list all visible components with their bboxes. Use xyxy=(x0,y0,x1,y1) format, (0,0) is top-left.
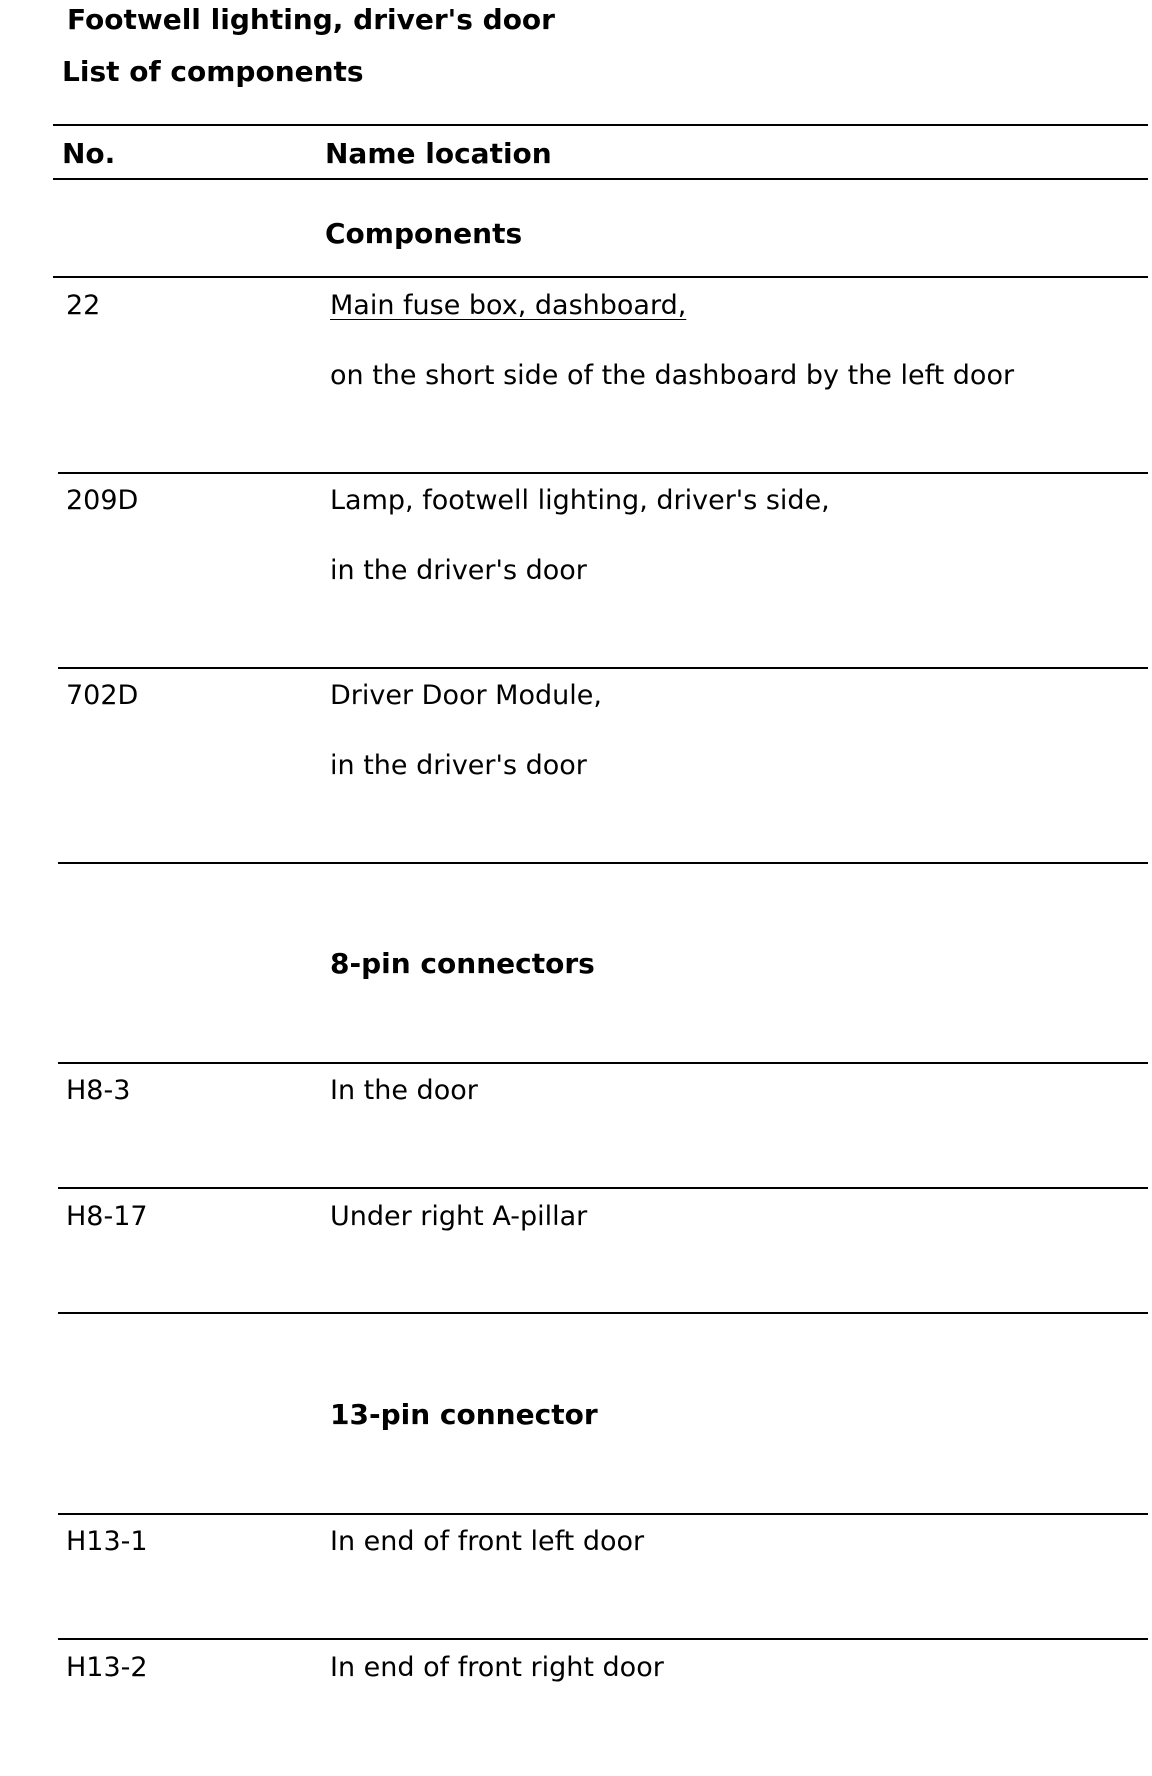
table-header-rule xyxy=(53,178,1148,180)
section-heading-8-pin-connectors: 8-pin connectors xyxy=(330,947,595,980)
row-divider xyxy=(58,667,1148,669)
page-subtitle: List of components xyxy=(62,55,364,88)
component-name: Lamp, footwell lighting, driver's side, xyxy=(330,485,830,516)
connector-location: In the door xyxy=(330,1075,478,1106)
component-location: on the short side of the dashboard by the left door xyxy=(330,360,1015,391)
row-number: H8-3 xyxy=(66,1075,131,1106)
component-location: in the driver's door xyxy=(330,555,587,586)
connector-location: In end of front right door xyxy=(330,1652,664,1683)
row-divider xyxy=(58,1062,1148,1064)
row-divider xyxy=(58,1513,1148,1515)
section-heading-components: Components xyxy=(325,217,523,250)
page-title: Footwell lighting, driver's door xyxy=(67,3,555,36)
row-number: H13-1 xyxy=(66,1526,148,1557)
row-number: 702D xyxy=(66,680,139,711)
connector-location: In end of front left door xyxy=(330,1526,645,1557)
row-divider xyxy=(58,862,1148,864)
component-name: Driver Door Module, xyxy=(330,680,602,711)
row-number: 22 xyxy=(66,290,101,321)
component-location: in the driver's door xyxy=(330,750,587,781)
table-top-rule xyxy=(53,124,1148,126)
row-number: 209D xyxy=(66,485,139,516)
row-divider xyxy=(58,1312,1148,1314)
column-header-name-location: Name location xyxy=(325,137,552,170)
row-number: H8-17 xyxy=(66,1201,148,1232)
row-divider xyxy=(53,276,1148,278)
column-header-no: No. xyxy=(62,137,116,170)
row-divider xyxy=(58,472,1148,474)
row-divider xyxy=(58,1187,1148,1189)
row-number: H13-2 xyxy=(66,1652,148,1683)
connector-location: Under right A-pillar xyxy=(330,1201,588,1232)
component-name-link[interactable]: Main fuse box, dashboard, xyxy=(330,290,687,321)
section-heading-13-pin-connector: 13-pin connector xyxy=(330,1398,598,1431)
row-divider xyxy=(58,1638,1148,1640)
